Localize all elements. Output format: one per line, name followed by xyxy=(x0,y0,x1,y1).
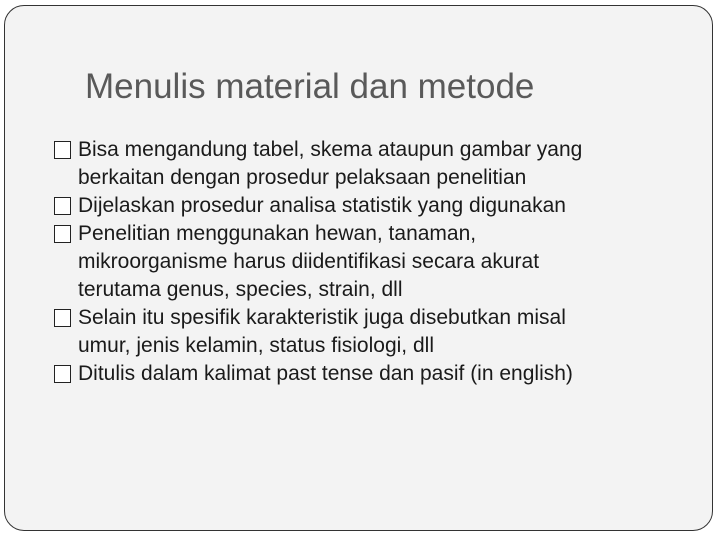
bullet-item xyxy=(53,192,703,220)
bullet-text-line: Ditulis dalam kalimat past tense dan pasif (in english) xyxy=(78,362,573,385)
bullet-text-line: mikroorganisme harus diidentifikasi secara akurat xyxy=(78,250,540,273)
bullet-item xyxy=(53,220,703,304)
bullet-item xyxy=(53,304,703,360)
bullet-text-line: Bisa mengandung tabel, skema ataupun gambar yang xyxy=(78,138,583,161)
bullet-item xyxy=(53,360,703,388)
square-bullet-icon xyxy=(54,197,71,215)
square-bullet-icon xyxy=(54,141,71,159)
square-bullet-icon xyxy=(54,365,71,383)
bullet-list xyxy=(53,136,703,388)
bullet-text-line: Dijelaskan prosedur analisa statistik yang digunakan xyxy=(78,194,566,217)
bullet-text-line: Selain itu spesifik karakteristik juga disebutkan misal xyxy=(78,306,566,329)
bullet-text-line: Penelitian menggunakan hewan, tanaman, xyxy=(78,222,477,245)
bullet-item xyxy=(53,136,703,192)
slide-frame xyxy=(4,5,713,531)
square-bullet-icon xyxy=(54,225,71,243)
slide-title: Menulis material dan metode xyxy=(85,67,535,106)
bullet-text-line: berkaitan dengan prosedur pelaksaan penelitian xyxy=(78,166,527,189)
bullet-text-line: terutama genus, species, strain, dll xyxy=(78,278,403,301)
bullet-text-line: umur, jenis kelamin, status fisiologi, dll xyxy=(78,334,434,357)
square-bullet-icon xyxy=(54,309,71,327)
